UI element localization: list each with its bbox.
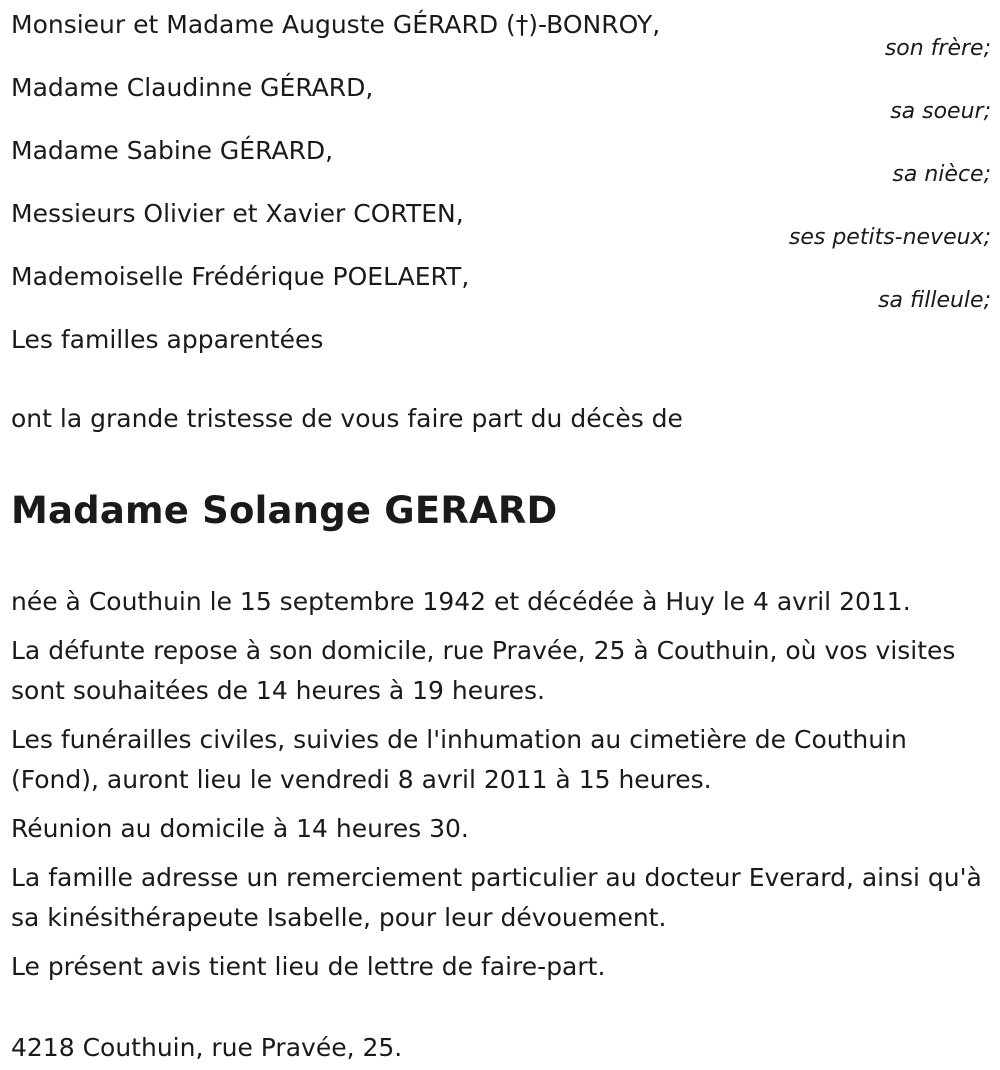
relative-role: sa soeur; (890, 99, 991, 124)
relative-name: Monsieur et Madame Auguste GÉRARD (†)-BONROY, (11, 10, 661, 39)
reunion-info: Réunion au domicile à 14 heures 30. (11, 814, 469, 843)
relative-name: Mademoiselle Frédérique POELAERT, (11, 262, 470, 291)
details-section (11, 582, 991, 987)
announcement-intro: ont la grande tristesse de vous faire part du décès de (11, 404, 683, 433)
birth-death-line: née à Couthuin le 15 septembre 1942 et décédée à Huy le 4 avril 2011. (11, 587, 911, 616)
relative-role: son frère; (884, 36, 991, 61)
visitation-info: La défunte repose à son domicile, rue Pravée, 25 à Couthuin, où vos visites sont souhaitées de 14 heures à 19 heures. (11, 636, 956, 705)
relative-role: sa nièce; (892, 162, 991, 187)
thanks-note: La famille adresse un remerciement particulier au docteur Everard, ainsi qu'à sa kinésithérapeute Isabelle, pour leur dévouement. (11, 863, 982, 932)
related-families: Les familles apparentées (11, 325, 324, 354)
obituary-notice (11, 0, 991, 1064)
relative-entry (11, 126, 991, 189)
relative-entry (11, 252, 991, 315)
funeral-info: Les funérailles civiles, suivies de l'inhumation au cimetière de Couthuin (Fond), auront lieu le vendredi 8 avril 2011 à 15 heures. (11, 725, 907, 794)
notice-statement: Le présent avis tient lieu de lettre de faire-part. (11, 952, 606, 981)
relative-entry (11, 63, 991, 126)
address: 4218 Couthuin, rue Pravée, 25. (11, 1033, 403, 1062)
relative-name: Madame Claudinne GÉRARD, (11, 73, 374, 102)
relative-role: ses petits-neveux; (788, 225, 991, 250)
relative-name: Messieurs Olivier et Xavier CORTEN, (11, 199, 464, 228)
relative-name: Madame Sabine GÉRARD, (11, 136, 334, 165)
relative-entry (11, 189, 991, 252)
deceased-name: Madame Solange GERARD (11, 489, 558, 532)
relative-role: sa filleule; (878, 288, 991, 313)
relative-entry (11, 0, 991, 63)
